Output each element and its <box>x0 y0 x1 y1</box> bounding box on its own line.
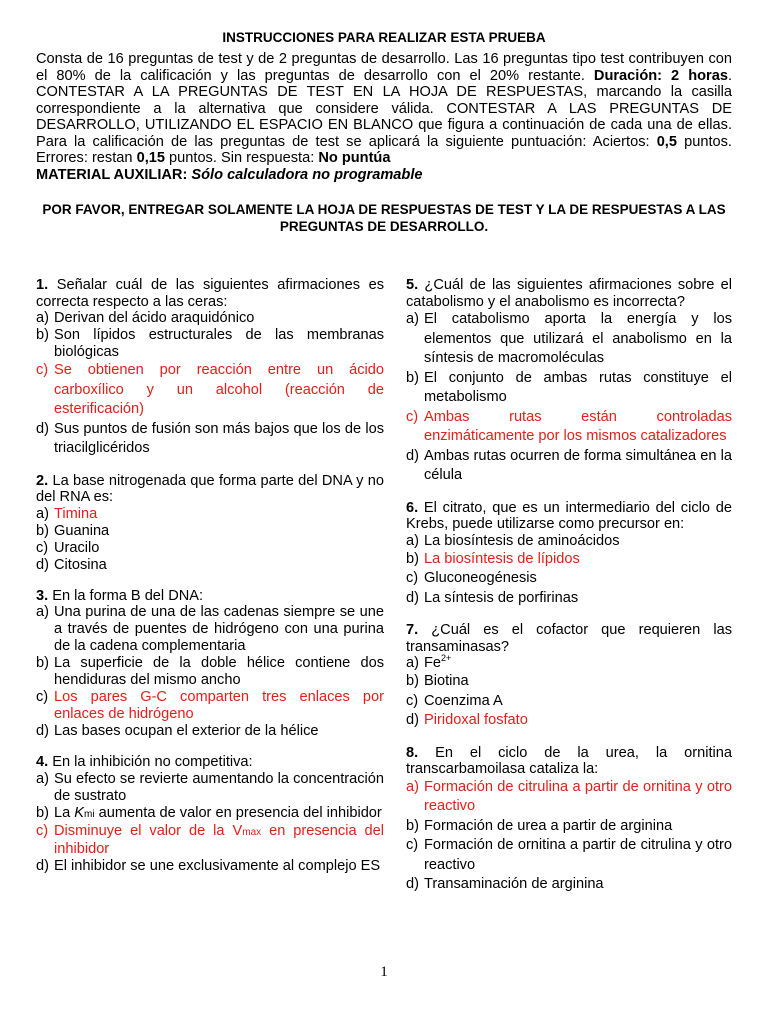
option-letter: b) <box>36 655 49 671</box>
question-text: La base nitrogenada que forma parte del DNA y no del RNA es: <box>36 472 384 505</box>
option-text: Ambas rutas están controladas enzimáticamente por los mismos catalizadores <box>424 408 732 444</box>
option-text <box>54 805 384 823</box>
delivery-notice: POR FAVOR, ENTREGAR SOLAMENTE LA HOJA DE RESPUESTAS DE TEST Y LA DE RESPUESTAS A LAS PREGUNTAS DE DESARROLLO. <box>42 202 726 234</box>
option-letter: d) <box>406 447 419 464</box>
option-letter: a) <box>36 505 49 522</box>
option-c <box>406 836 732 875</box>
option-text-part: aumenta de valor en presencia del inhibidor <box>94 804 382 821</box>
right-column <box>406 277 732 909</box>
option-text <box>54 823 384 858</box>
scoring-text: puntos. Errores: restan <box>36 133 732 166</box>
instructions-paragraph <box>36 51 732 167</box>
option-letter: c) <box>36 539 49 556</box>
option-a <box>406 310 732 369</box>
scoring-value: 0,5 <box>656 133 677 150</box>
option-letter: c) <box>406 570 419 586</box>
option-letter: d) <box>36 723 49 739</box>
option-letter: c) <box>36 362 49 378</box>
option-text: Sus puntos de fusión son más bajos que los de los triacilglicéridos <box>54 420 384 456</box>
instructions-text: Consta de 16 preguntas de test y de 2 preguntas de desarrollo. Las 16 preguntas tipo test contribuyen con el 80% de la calificación y las preguntas de desarrollo con el 20% restante. <box>36 51 732 84</box>
option-text: Una purina de una de las cadenas siempre se une a través de puentes de hidrógeno con una purina de la cadena complementaria <box>54 604 384 654</box>
option-text: Citosina <box>54 556 107 573</box>
option-letter: a) <box>406 311 419 327</box>
option-text: Formación de urea a partir de arginina <box>424 817 673 834</box>
option-text: El catabolismo aporta la energía y los elementos que utilizará el anabolismo en la síntesis de macromoléculas <box>424 311 732 366</box>
option-text: Su efecto se revierte aumentando la concentración de sustrato <box>54 770 384 804</box>
question-stem <box>36 588 384 605</box>
option-d <box>406 589 732 609</box>
option-letter: c) <box>36 689 49 705</box>
option-b <box>36 805 384 823</box>
question-1 <box>36 277 384 459</box>
option-c <box>36 540 384 557</box>
question-8 <box>406 745 732 895</box>
option-b <box>36 523 384 540</box>
option-a <box>36 310 384 327</box>
option-text: Formación de ornitina a partir de citrulina y otro reactivo <box>424 837 732 873</box>
option-letter: a) <box>36 770 49 787</box>
option-letter: b) <box>406 369 419 386</box>
instructions-title: INSTRUCCIONES PARA REALIZAR ESTA PRUEBA <box>222 30 546 45</box>
option-letter: b) <box>36 327 49 343</box>
option-d <box>36 557 384 574</box>
question-text: Señalar cuál de las siguientes afirmaciones es correcta respecto a las ceras: <box>36 277 384 310</box>
option-letter: d) <box>406 712 419 728</box>
question-number: 1. <box>36 277 49 293</box>
question-7 <box>406 622 732 731</box>
option-letter: b) <box>36 522 49 539</box>
option-text: Formación de citrulina a partir de ornitina y otro reactivo <box>424 778 732 814</box>
answer-instructions-text: CONTESTAR A LA PREGUNTAS DE TEST EN LA HOJA DE RESPUESTAS, marcando la casilla correspondiente a la alternativa que considere válida. CONTESTAR A LAS PREGUNTAS DE DESARROLLO, UTILIZANDO EL ESPACIO EN BLANCO que figura a continuación de cada una de ellas. <box>36 84 732 133</box>
material-label: MATERIAL AUXILIAR: <box>36 166 192 183</box>
question-number: 2. <box>36 472 49 489</box>
option-b <box>406 672 732 692</box>
duration-text: Duración: 2 horas <box>593 67 728 84</box>
question-text: ¿Cuál es el cofactor que requieren las transaminasas? <box>406 622 732 655</box>
option-d <box>36 723 384 740</box>
option-text-correct: La biosíntesis de lípidos <box>424 550 580 567</box>
option-d <box>36 858 384 875</box>
option-letter: a) <box>406 778 419 795</box>
option-b <box>406 817 732 837</box>
option-text: El conjunto de ambas rutas constituye el metabolismo <box>424 369 732 405</box>
option-text: La síntesis de porfirinas <box>424 589 579 606</box>
km-symbol: K <box>74 804 85 821</box>
question-number: 6. <box>406 499 419 516</box>
option-text: Coenzima A <box>424 692 503 709</box>
instructions-text: . <box>727 67 732 84</box>
option-c <box>406 569 732 589</box>
option-text-correct: Piridoxal fosfato <box>424 712 528 728</box>
option-letter: d) <box>406 589 419 606</box>
option-text-correct: Timina <box>54 505 98 522</box>
option-text-part: en presencia del inhibidor <box>54 822 384 857</box>
option-letter: c) <box>406 692 419 709</box>
question-text: En el ciclo de la urea, la ornitina transcarbamoilasa cataliza la: <box>406 744 732 777</box>
option-text: Biotina <box>424 673 469 689</box>
option-c <box>406 692 732 712</box>
question-number: 7. <box>406 622 419 638</box>
question-number: 3. <box>36 587 49 604</box>
question-number: 4. <box>36 754 49 770</box>
question-stem <box>406 622 732 655</box>
option-letter: b) <box>406 550 419 567</box>
option-a <box>36 506 384 523</box>
option-letter: d) <box>36 556 49 573</box>
option-a <box>36 604 384 655</box>
option-letter: c) <box>406 837 419 853</box>
question-stem <box>36 473 384 506</box>
option-c-correct <box>36 823 384 858</box>
option-letter: c) <box>406 408 419 425</box>
option-text: Ambas rutas ocurren de forma simultánea en la célula <box>424 447 732 483</box>
option-letter: b) <box>406 673 419 689</box>
option-letter: c) <box>36 822 49 839</box>
option-a <box>406 655 732 672</box>
option-letter: d) <box>36 857 49 874</box>
option-text <box>424 655 732 672</box>
option-d <box>406 447 732 486</box>
question-number: 8. <box>406 744 419 761</box>
vmax-subscript: max <box>242 826 262 838</box>
option-letter: a) <box>36 604 49 620</box>
option-text: Uracilo <box>54 539 100 556</box>
option-a <box>406 533 732 550</box>
option-letter: a) <box>36 310 49 326</box>
option-b <box>406 369 732 408</box>
option-letter: b) <box>406 817 419 834</box>
question-5 <box>406 277 732 486</box>
question-3 <box>36 588 384 741</box>
option-letter: d) <box>406 876 419 892</box>
question-stem <box>36 277 384 310</box>
material-line <box>36 167 732 184</box>
option-c <box>36 689 384 723</box>
option-text: Transaminación de arginina <box>424 876 604 892</box>
option-text: Se obtienen por reacción entre un ácido carboxílico y un alcohol (reacción de esterificación) <box>54 362 384 417</box>
question-2 <box>36 473 384 574</box>
scoring-value: No puntúa <box>318 150 391 166</box>
question-text: En la inhibición no competitiva: <box>48 754 253 770</box>
option-letter: d) <box>36 420 49 437</box>
option-b <box>36 327 384 361</box>
iron-symbol: Fe <box>424 655 442 671</box>
option-text-part: Disminuye el valor de la V <box>54 822 243 839</box>
option-a-correct <box>406 778 732 817</box>
question-text: En la forma B del DNA: <box>48 587 204 604</box>
question-4 <box>36 754 384 875</box>
exam-page <box>36 30 732 892</box>
option-c-correct <box>36 361 384 420</box>
question-text: El citrato, que es un intermediario del ciclo de Krebs, puede utilizarse como precursor en: <box>406 499 732 532</box>
iron-charge: 2+ <box>441 653 452 664</box>
option-text: Derivan del ácido araquidónico <box>54 310 255 326</box>
scoring-text: Para la calificación de las preguntas de test se aplicará la siguiente puntuación: Aciertos: <box>36 133 657 150</box>
option-letter: b) <box>36 804 49 821</box>
option-text: Las bases ocupan el exterior de la hélice <box>54 723 319 739</box>
option-d <box>36 420 384 459</box>
material-value: Sólo calculadora no programable <box>191 166 423 183</box>
option-b <box>406 550 732 570</box>
option-d <box>406 711 732 731</box>
question-stem <box>406 277 732 310</box>
option-text: La superficie de la doble hélice contiene dos hendiduras del mismo ancho <box>54 655 384 688</box>
left-column <box>36 277 384 889</box>
option-letter: a) <box>406 655 419 671</box>
option-text: El inhibidor se une exclusivamente al complejo ES <box>54 857 381 874</box>
option-d <box>406 875 732 895</box>
question-stem <box>406 500 732 533</box>
question-stem <box>36 754 384 771</box>
question-6 <box>406 500 732 609</box>
km-subscript: mi <box>84 808 95 820</box>
question-stem <box>406 745 732 778</box>
option-text: Gluconeogénesis <box>424 570 537 586</box>
question-number: 5. <box>406 277 419 293</box>
option-text-correct: Los pares G-C comparten tres enlaces por enlaces de hidrógeno <box>54 689 384 722</box>
option-b <box>36 655 384 689</box>
option-c-correct <box>406 408 732 447</box>
option-text: Guanina <box>54 522 110 539</box>
page-number: 1 <box>380 964 388 980</box>
question-text: ¿Cuál de las siguientes afirmaciones sobre el catabolismo y el anabolismo es incorrecta? <box>406 277 732 310</box>
option-letter: a) <box>406 532 419 549</box>
option-a <box>36 771 384 805</box>
option-text: Son lípidos estructurales de las membranas biológicas <box>54 327 384 360</box>
option-text: La biosíntesis de aminoácidos <box>424 532 620 549</box>
scoring-value: 0,15 <box>136 150 165 166</box>
scoring-text: puntos. Sin respuesta: <box>164 150 319 166</box>
option-text-part: La <box>54 804 75 821</box>
